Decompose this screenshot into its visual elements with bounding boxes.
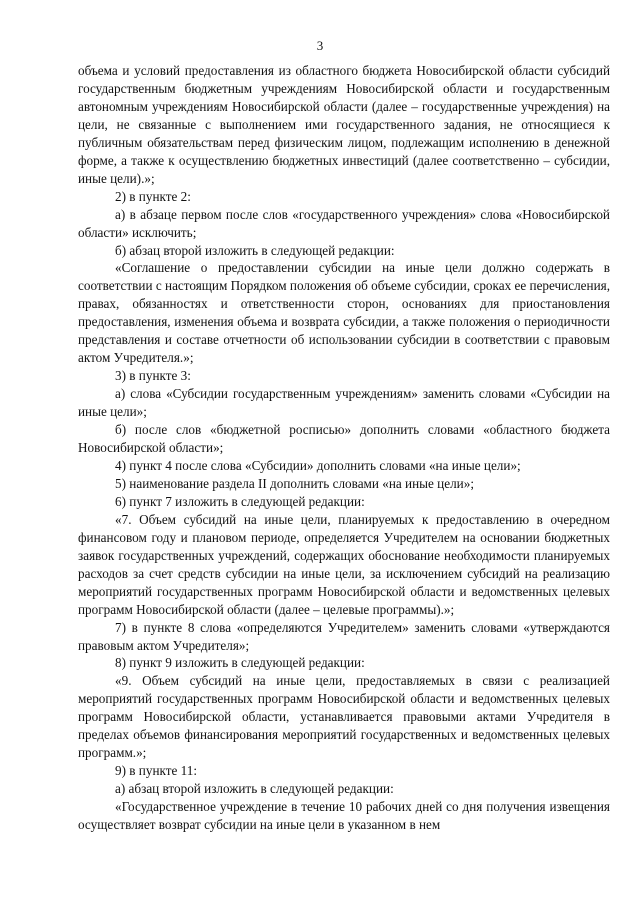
paragraph: 2) в пункте 2: [115, 188, 191, 204]
paragraph: а) абзац второй изложить в следующей редакции: [115, 781, 394, 797]
paragraph: б) абзац второй изложить в следующей редакции: [115, 242, 395, 258]
paragraph: 4) пункт 4 после слова «Субсидии» дополнить словами «на иные цели»; [115, 457, 521, 473]
paragraph: «7. Объем субсидий на иные цели, планируемых к предоставлению в очередном финансовом году и плановом периоде, определяется Учредителем на основании бюджетных заявок государственных учреждений, содержащих обоснование необходимости планируемых расходов за счет средств субсидии на иные цели, за исключением субсидий на реализацию мероприятий государственных программ Новосибирской области и ведомственных целевых программ Новосибирской области (далее – целевые программы).»; [78, 511, 610, 617]
paragraph: 5) наименование раздела II дополнить словами «на иные цели»; [115, 475, 474, 491]
page-number: 3 [316, 38, 324, 53]
paragraph: 3) в пункте 3: [115, 368, 191, 384]
paragraph: 9) в пункте 11: [115, 763, 198, 779]
paragraph: «Государственное учреждение в течение 10 рабочих дней со дня получения извещения осуществляет возврат субсидии на иные цели в указанном в нем [78, 799, 610, 833]
paragraph: б) после слов «бюджетной росписью» дополнить словами «областного бюджета Новосибирской области»; [78, 422, 610, 456]
paragraph: а) в абзаце первом после слов «государственного учреждения» слова «Новосибирской области» исключить; [78, 206, 610, 240]
paragraph: «9. Объем субсидий на иные цели, предоставляемых в связи с реализацией мероприятий государственных программ Новосибирской области и ведомственных целевых программ Новосибирской области, устанавливается правовыми актами Учредителя в пределах объемов финансирования мероприятий государственных и ведомственных целевых программ.»; [78, 673, 610, 761]
paragraph: 6) пункт 7 изложить в следующей редакции: [115, 493, 365, 509]
paragraph: 8) пункт 9 изложить в следующей редакции: [115, 655, 365, 671]
document-body [78, 62, 610, 834]
paragraph: а) слова «Субсидии государственным учреждениям» заменить словами «Субсидии на иные цели»; [78, 386, 610, 420]
paragraph: «Соглашение о предоставлении субсидии на иные цели должно содержать в соответствии с настоящим Порядком положения об объеме субсидии, сроках ее перечисления, правах, обязанностях и ответственности сторон, основаниях для приостановления предоставления, изменения объема и возврата субсидии, а также положения о периодичности представления и составе отчетности об использовании субсидии в соответствии с правовым актом Учредителя.»; [78, 260, 610, 366]
paragraph: объема и условий предоставления из областного бюджета Новосибирской области субсидий государственным бюджетным учреждениям Новосибирской области и государственным автономным учреждениям Новосибирской области (далее – государственные учреждения) на цели, не связанные с выполнением ими государственного задания, не относящиеся к публичным обязательствам перед физическим лицом, подлежащим исполнению в денежной форме, а также к осуществлению бюджетных инвестиций (далее соответственно – субсидии, иные цели).»; [78, 63, 610, 186]
paragraph: 7) в пункте 8 слова «определяются Учредителем» заменить словами «утверждаются правовым актом Учредителя»; [78, 619, 610, 653]
